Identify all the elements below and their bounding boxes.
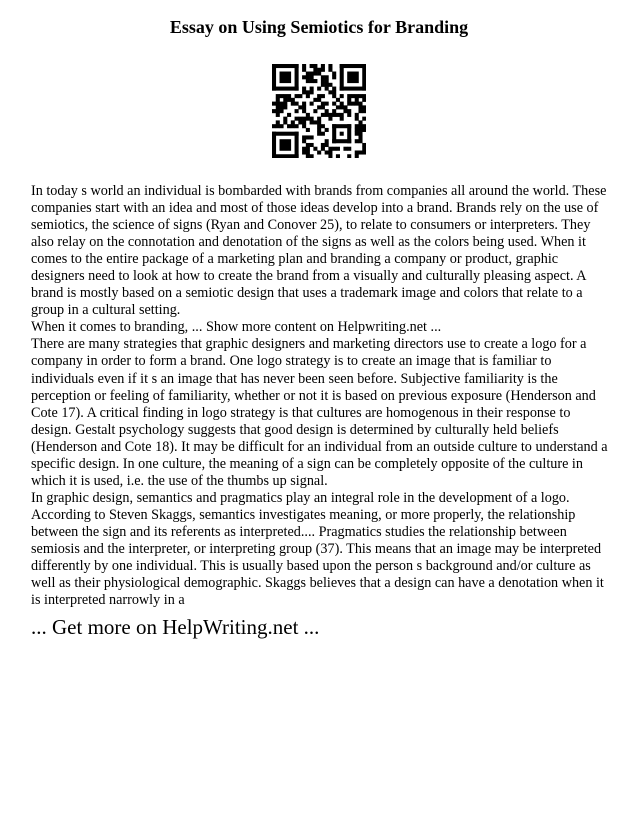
paragraph-strategies: There are many strategies that graphic designers and marketing directors use to create a logo for a company in order to form a brand. One logo strategy is to create an image that is familiar to individuals even if it s an image that has never been seen before. Subjective familiarity is the perception or feeling of familiarity, whether or not it is based on previous exposure (Henderson and Cote 17). A critical finding in logo strategy is that cultures are homogenous in their response to design. Gestalt psychology suggests that good design is determined by culturally held beliefs (Henderson and Cote 18). It may be difficult for an individual from an outside culture to understand a specific design. In one culture, the meaning of a sign can be completely opposite of the culture in which it is used, i.e. the use of the thumbs up signal. — [31, 336, 608, 489]
paragraph-semantics: In graphic design, semantics and pragmatics play an integral role in the development of a logo. According to Steven Skaggs, semantics investigates meaning, or more properly, the relationship between the sign and its referents as interpreted.... Pragmatics studies the relationship between semiosis and the interpreter, or interpreting group (37). This means that an image may be interpreted differently by one individual. This is usually based upon the person s background and/or culture as well as their physiological demographic. Skaggs believes that a design can have a denotation when it is interpreted narrowly in a — [31, 489, 604, 609]
get-more-link[interactable]: ... Get more on HelpWriting.net ... — [31, 615, 320, 639]
paragraph-show-more[interactable]: When it comes to branding, ... Show more content on Helpwriting.net ... — [31, 319, 442, 336]
page-title: Essay on Using Semiotics for Branding — [169, 17, 469, 37]
paragraph-intro: In today s world an individual is bombarded with brands from companies all around the world. These companies start with an idea and most of those ideas develop into a brand. Brands rely on the use of semiotics, the science of signs (Ryan and Conover 25), to relate to consumers or interpreters. They also relay on the connotation and denotation of the signs as well as the colors being used. When it comes to the entire package of a marketing plan and branding a company or product, graphic designers need to look at how to create the brand from a visually and culturally pleasing aspect. A brand is mostly based on a semiotic design that uses a trademark image and colors that relate to a group in a cultural setting. — [31, 183, 607, 319]
qr-code-icon — [272, 64, 366, 158]
essay-body — [31, 183, 611, 609]
